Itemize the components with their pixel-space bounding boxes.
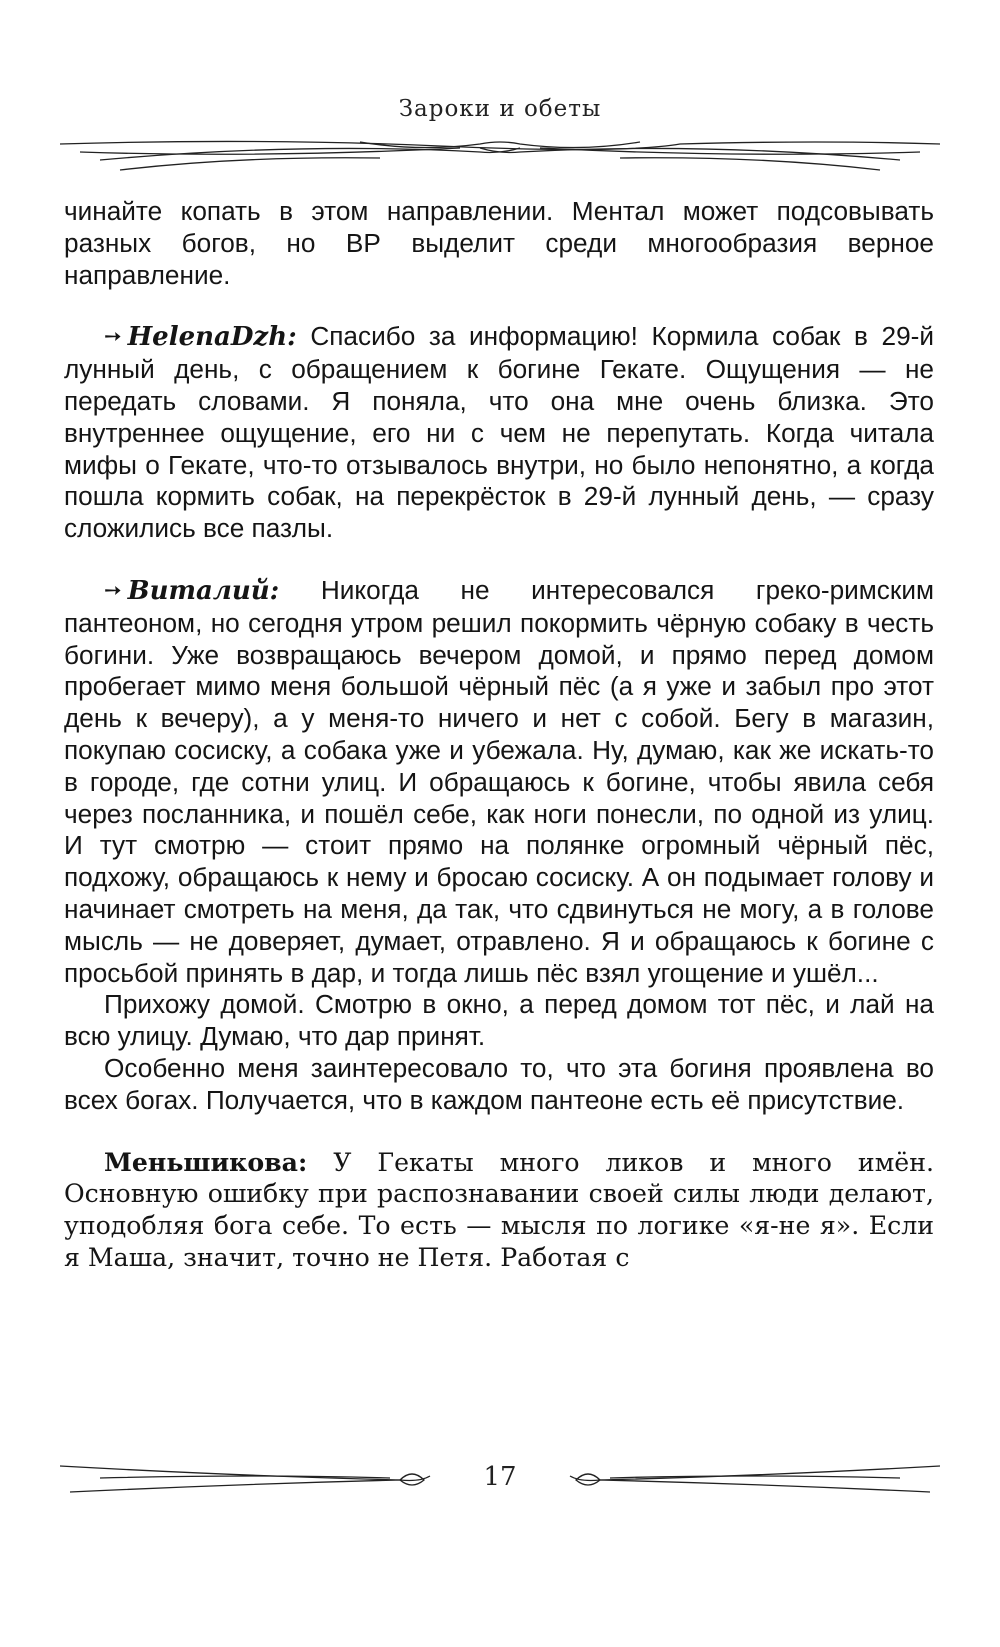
page-body	[64, 196, 934, 1274]
speaker-arrow-icon: ➙	[104, 577, 122, 602]
paragraph-text: Спасибо за информацию! Кормила собак в 29-й лунный день, с обращением к богине Гекате. Ощущения — не передать словами. Я поняла, что она мне очень близка. Это внутреннее ощущение, его ни с чем не перепутать. Когда читала мифы о Гекате, что-то отзывалось внутри, но было непонятно, а когда пошла кормить собак, на перекрёсток в 29-й лунный день, — сразу сложились все пазлы.	[64, 321, 934, 544]
speaker-name: HelenaDzh:	[127, 322, 297, 353]
page-number: 17	[483, 1462, 517, 1492]
paragraph-text: Особенно меня заинтересовало то, что эта богиня проявлена во всех богах. Получается, что в каждом пантеоне есть её присутствие.	[64, 1052, 934, 1115]
paragraph-helenadzh	[64, 321, 934, 545]
top-flourish-divider-icon	[60, 136, 940, 176]
speaker-name: Виталий:	[127, 575, 280, 606]
speaker-name: Меньшикова:	[104, 1146, 308, 1177]
paragraph-vitaliy	[64, 575, 934, 989]
paragraph-text: Никогда не интересовался греко-римским пантеоном, но сегодня утром решил покормить чёрную собаку в честь богини. Уже возвращаюсь вечером домой, и прямо перед домом пробегает мимо меня большой чёрный пёс (а я уже и забыл про этот день к вечеру), а у меня-то ничего и нет с собой. Бегу в магазин, покупаю сосиску, а собака уже и убежала. Ну, думаю, как же искать-то в городе, где сотни улиц. И обращаюсь к богине, чтобы явила себя через посланника, и пошёл себе, как ноги понесли, по одной из улиц. И тут смотрю — стоит прямо на полянке огромный чёрный пёс, подхожу, обращаюсь к нему и бросаю сосиску. А он подымает голову и начинает смотреть на меня, да так, что сдвинуться не могу, а в голове мысль — не доверяет, думает, отравлено. Я и обращаюсь к богине с просьбой принять в дар, и тогда лишь пёс взял угощение и ушёл...	[64, 574, 934, 988]
paragraph-menshikova	[64, 1147, 934, 1274]
paragraph-text: Прихожу домой. Смотрю в окно, а перед домом тот пёс, и лай на всю улицу. Думаю, что дар принят.	[64, 989, 934, 1052]
paragraph-text: У Гекаты много ликов и много имён. Основную ошибку при распознавании своей силы люди делают, уподобляя бога себе. То есть — мысля по логике «я-не я». Если я Маша, значит, точно не Петя. Работая с	[64, 1147, 934, 1272]
running-title: Зароки и обеты	[398, 96, 602, 122]
paragraph-continuation: чинайте копать в этом направлении. Ментал может подсовывать разных богов, но ВР выделит среди многообразия верное направление.	[64, 196, 934, 290]
speaker-arrow-icon: ➙	[104, 324, 122, 349]
